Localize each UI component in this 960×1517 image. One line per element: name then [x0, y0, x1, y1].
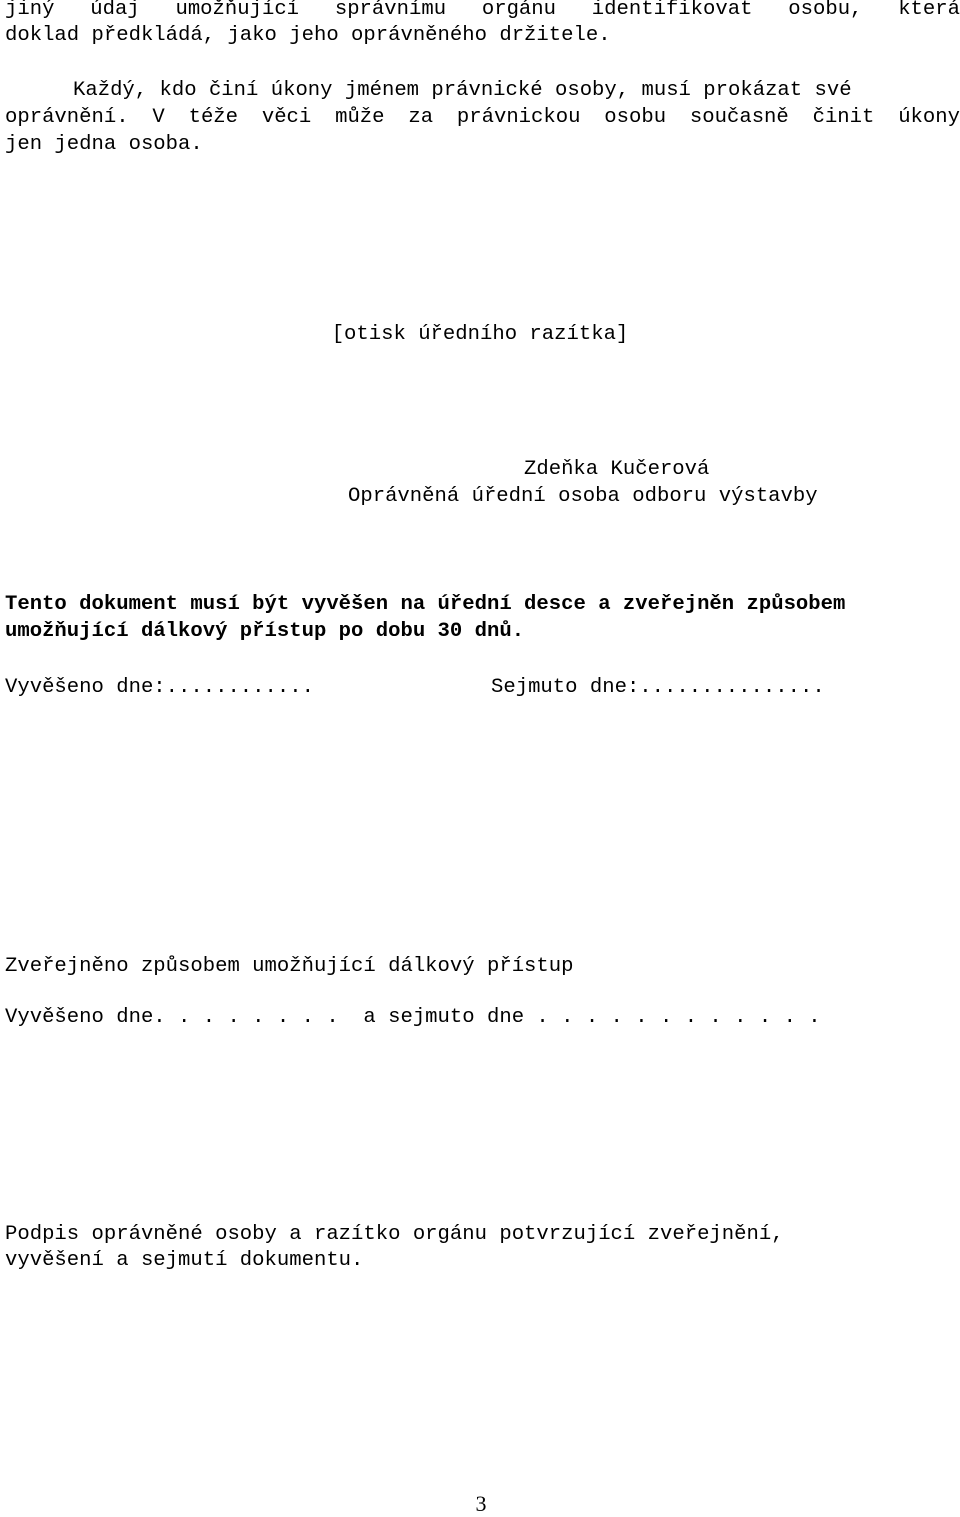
posting-notice-line-2: umožňující dálkový přístup po dobu 30 dnů.	[5, 620, 525, 643]
page-number: 3	[475, 1491, 487, 1516]
paragraph-legal-entity-line-2: oprávnění. V téže věci může za právnickou osobu současně činit úkony	[5, 106, 960, 129]
stamp-placeholder: [otisk úředního razítka]	[331, 323, 629, 346]
paragraph-top-line-2: doklad předkládá, jako jeho oprávněného držitele.	[5, 24, 611, 47]
signatory-name: Zdeňka Kučerová	[524, 458, 710, 481]
signature-note-line-2: vyvěšení a sejmutí dokumentu.	[5, 1249, 364, 1272]
posted-date-field: Vyvěšeno dne:............	[5, 676, 314, 699]
published-remote-access: Zveřejněno způsobem umožňující dálkový přístup	[5, 955, 574, 978]
paragraph-top-line-1: jiný údaj umožňující správnímu orgánu identifikovat osobu, která	[5, 0, 960, 21]
paragraph-legal-entity-line-1: Každý, kdo činí úkony jménem právnické osoby, musí prokázat své	[73, 79, 852, 102]
removed-date-field: Sejmuto dne:...............	[491, 676, 825, 699]
signature-note-line-1: Podpis oprávněné osoby a razítko orgánu potvrzující zveřejnění,	[5, 1223, 784, 1246]
paragraph-legal-entity-line-3: jen jedna osoba.	[5, 133, 203, 156]
signatory-role: Oprávněná úřední osoba odboru výstavby	[348, 485, 818, 508]
posting-notice-line-1: Tento dokument musí být vyvěšen na úřední desce a zveřejněn způsobem	[5, 593, 846, 616]
posted-removed-dotted-line: Vyvěšeno dne. . . . . . . . a sejmuto dne . . . . . . . . . . . .	[5, 1006, 821, 1029]
